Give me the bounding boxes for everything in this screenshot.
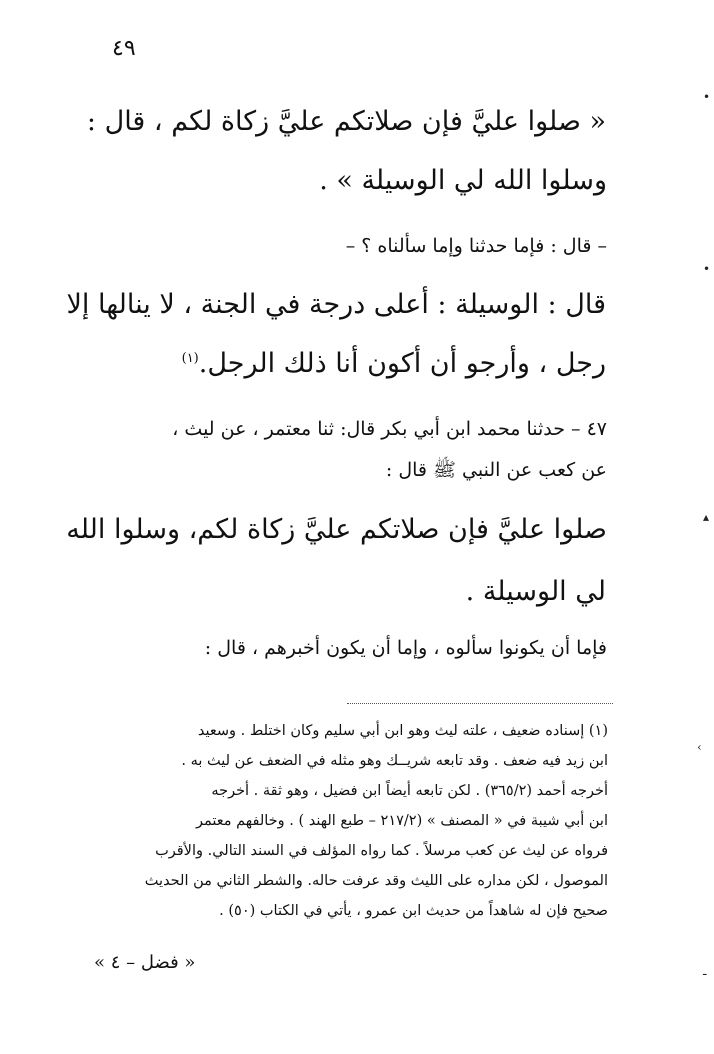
footnote-line-5: فرواه عن ليث عن كعب مرسلاً . كما رواه المؤلف في السند التالي. والأقرب <box>155 843 608 859</box>
body-line-2: وسلوا الله لي الوسيلة » . <box>319 165 607 196</box>
hadith-47-line-1: ٤٧ – حدثنا محمد ابن أبي بكر قال: ثنا معتمر ، عن ليث ، <box>172 418 607 440</box>
footnote-line-3: أخرجه أحمد (٣٦٥/٢) . لكن تابعه أيضاً ابن فضيل ، وهو ثقة . أخرجه <box>211 783 608 799</box>
signature-label: « فضل – ٤ » <box>94 952 196 973</box>
margin-speck: ▴ <box>703 510 710 524</box>
footnote-line-1: (١) إسناده ضعيف ، علته ليث وهو ابن أبي سليم وكان اختلط . وسعيد <box>197 723 608 739</box>
margin-speck: • <box>703 262 711 276</box>
footnote-line-2: ابن زيد فيه ضعف . وقد تابعه شريــك وهو مثله في الضعف عن ليث به . <box>181 753 608 769</box>
margin-speck: ‹ <box>697 740 702 754</box>
footnote-line-6: الموصول ، لكن مداره على الليث وقد عرفت حاله. والشطر الثاني من الحديث <box>144 873 608 889</box>
body-line-8: صلوا عليَّ فإن صلاتكم عليَّ زكاة لكم، وسلوا الله <box>66 514 607 545</box>
body-line-3: – قال : فإما حدثنا وإما سألناه ؟ – <box>345 235 607 257</box>
margin-speck: • <box>703 90 711 104</box>
footnote-divider <box>347 703 613 704</box>
body-line-1: « صلوا عليَّ فإن صلاتكم عليَّ زكاة لكم ، قال : <box>86 106 606 137</box>
footnote-marker: (١) <box>181 351 199 366</box>
body-line-10: فإما أن يكونوا سألوه ، وإما أن يكون أخبرهم ، قال : <box>204 637 607 659</box>
body-line-5 <box>182 348 606 379</box>
page-number: ٤٩ <box>112 36 136 61</box>
footnote-line-4: ابن أبي شيبة في « المصنف » (٢١٧/٢ – طبع الهند ) . وخالفهم معتمر <box>196 813 608 829</box>
footnote-line-7: صحيح فإن له شاهداً من حديث ابن عمرو ، يأتي في الكتاب (٥٠) . <box>219 903 608 919</box>
body-line-4: قال : الوسيلة : أعلى درجة في الجنة ، لا ينالها إلا <box>66 289 606 320</box>
margin-speck: ـ <box>703 964 707 978</box>
body-line-9: لي الوسيلة . <box>465 576 606 607</box>
hadith-47-line-2: عن كعب عن النبي ﷺ قال : <box>385 459 607 481</box>
body-line-5-text: رجل ، وأرجو أن أكون أنا ذلك الرجل. <box>198 348 606 379</box>
